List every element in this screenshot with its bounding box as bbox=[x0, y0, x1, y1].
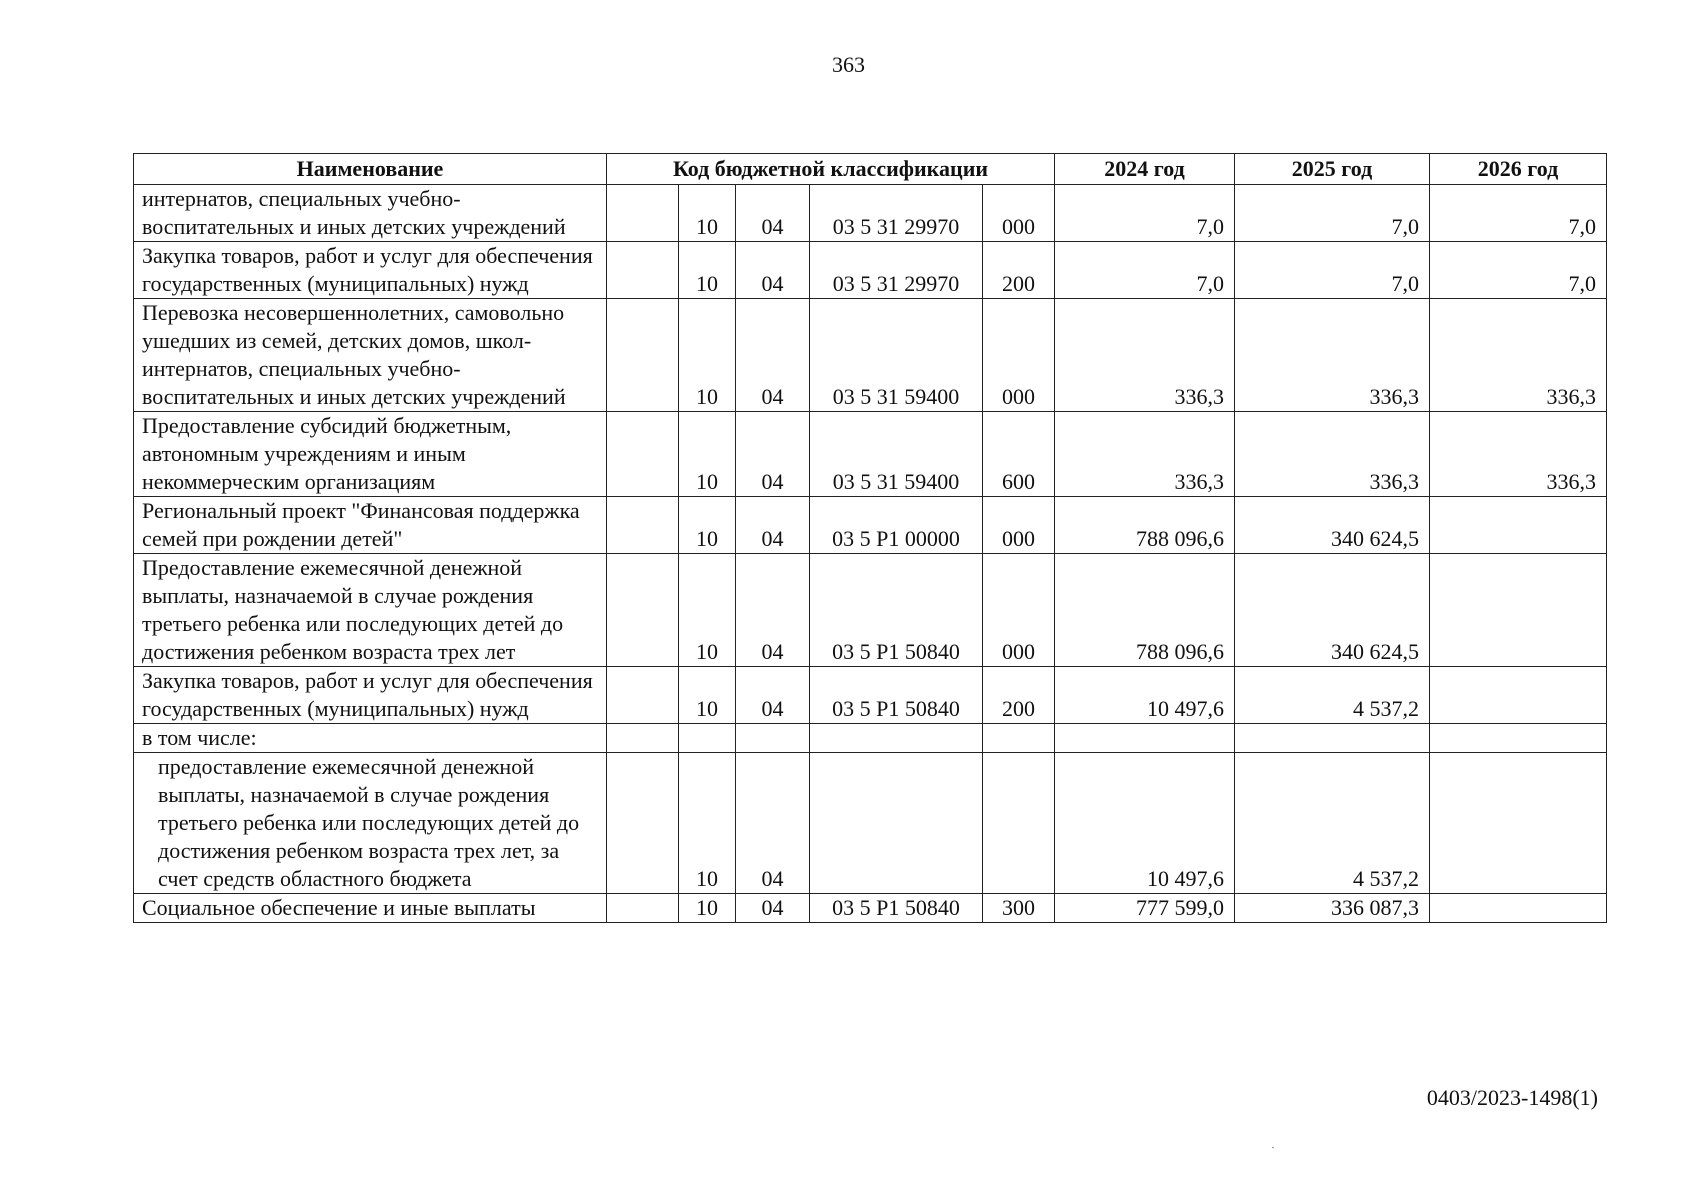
row-name: предоставление ежемесячной денежной выплаты, назначаемой в случае рождения третьего ребенка или последующих детей до достижения ребенком возраста трех лет, за счет средств областного бюджета bbox=[134, 753, 607, 894]
code-part-1 bbox=[607, 412, 679, 497]
header-2026: 2026 год bbox=[1430, 154, 1607, 185]
code-section: 10 bbox=[679, 185, 736, 242]
code-expense-type bbox=[983, 753, 1055, 894]
code-part-1 bbox=[607, 242, 679, 299]
code-part-1 bbox=[607, 724, 679, 753]
amount-2025: 336,3 bbox=[1235, 299, 1430, 412]
amount-2024: 777 599,0 bbox=[1055, 894, 1235, 923]
amount-2025: 336 087,3 bbox=[1235, 894, 1430, 923]
amount-2025: 7,0 bbox=[1235, 185, 1430, 242]
code-section: 10 bbox=[679, 554, 736, 667]
code-expense-type: 000 bbox=[983, 554, 1055, 667]
table-row bbox=[134, 412, 1607, 497]
code-expense-type: 200 bbox=[983, 242, 1055, 299]
code-subsection: 04 bbox=[736, 299, 810, 412]
amount-2025: 340 624,5 bbox=[1235, 497, 1430, 554]
code-subsection: 04 bbox=[736, 894, 810, 923]
scan-artifact bbox=[1272, 1147, 1274, 1148]
amount-2024: 336,3 bbox=[1055, 299, 1235, 412]
header-name: Наименование bbox=[134, 154, 607, 185]
code-target-article: 03 5 Р1 00000 bbox=[810, 497, 983, 554]
code-section: 10 bbox=[679, 753, 736, 894]
code-subsection: 04 bbox=[736, 497, 810, 554]
code-section: 10 bbox=[679, 299, 736, 412]
amount-2024: 10 497,6 bbox=[1055, 667, 1235, 724]
code-expense-type bbox=[983, 724, 1055, 753]
amount-2025: 340 624,5 bbox=[1235, 554, 1430, 667]
amount-2025: 336,3 bbox=[1235, 412, 1430, 497]
table-row bbox=[134, 554, 1607, 667]
code-section: 10 bbox=[679, 412, 736, 497]
code-expense-type: 600 bbox=[983, 412, 1055, 497]
row-name: Закупка товаров, работ и услуг для обеспечения государственных (муниципальных) нужд bbox=[134, 242, 607, 299]
amount-2025: 4 537,2 bbox=[1235, 753, 1430, 894]
amount-2024: 788 096,6 bbox=[1055, 497, 1235, 554]
code-section: 10 bbox=[679, 242, 736, 299]
code-target-article bbox=[810, 724, 983, 753]
code-target-article: 03 5 31 29970 bbox=[810, 185, 983, 242]
code-target-article: 03 5 31 59400 bbox=[810, 412, 983, 497]
table-header-row bbox=[134, 154, 1607, 185]
amount-2026 bbox=[1430, 724, 1607, 753]
code-target-article: 03 5 Р1 50840 bbox=[810, 667, 983, 724]
code-part-1 bbox=[607, 299, 679, 412]
table-row bbox=[134, 667, 1607, 724]
code-subsection: 04 bbox=[736, 667, 810, 724]
table-row bbox=[134, 894, 1607, 923]
row-name: Социальное обеспечение и иные выплаты bbox=[134, 894, 607, 923]
table-row bbox=[134, 497, 1607, 554]
row-name: в том числе: bbox=[134, 724, 607, 753]
code-part-1 bbox=[607, 497, 679, 554]
code-expense-type: 000 bbox=[983, 299, 1055, 412]
page-number: 363 bbox=[832, 52, 865, 77]
code-target-article bbox=[810, 753, 983, 894]
code-part-1 bbox=[607, 185, 679, 242]
row-name: Региональный проект "Финансовая поддержка семей при рождении детей" bbox=[134, 497, 607, 554]
table-row bbox=[134, 753, 1607, 894]
code-subsection: 04 bbox=[736, 412, 810, 497]
code-subsection: 04 bbox=[736, 554, 810, 667]
code-subsection: 04 bbox=[736, 753, 810, 894]
code-section: 10 bbox=[679, 894, 736, 923]
code-section bbox=[679, 724, 736, 753]
amount-2026 bbox=[1430, 667, 1607, 724]
code-expense-type: 000 bbox=[983, 185, 1055, 242]
amount-2026: 7,0 bbox=[1430, 242, 1607, 299]
row-name: Закупка товаров, работ и услуг для обеспечения государственных (муниципальных) нужд bbox=[134, 667, 607, 724]
row-name: Перевозка несовершеннолетних, самовольно ушедших из семей, детских домов, школ-интернатов, специальных учебно-воспитательных и иных детских учреждений bbox=[134, 299, 607, 412]
table-row bbox=[134, 242, 1607, 299]
code-expense-type: 300 bbox=[983, 894, 1055, 923]
header-2025: 2025 год bbox=[1235, 154, 1430, 185]
code-section: 10 bbox=[679, 497, 736, 554]
amount-2025: 4 537,2 bbox=[1235, 667, 1430, 724]
row-name: интернатов, специальных учебно-воспитательных и иных детских учреждений bbox=[134, 185, 607, 242]
table-row bbox=[134, 185, 1607, 242]
amount-2024: 10 497,6 bbox=[1055, 753, 1235, 894]
code-part-1 bbox=[607, 554, 679, 667]
amount-2024: 336,3 bbox=[1055, 412, 1235, 497]
document-number: 0403/2023-1498(1) bbox=[1426, 1085, 1598, 1110]
amount-2026 bbox=[1430, 753, 1607, 894]
budget-table bbox=[133, 153, 1607, 923]
code-expense-type: 200 bbox=[983, 667, 1055, 724]
code-subsection: 04 bbox=[736, 185, 810, 242]
header-code: Код бюджетной классификации bbox=[607, 154, 1055, 185]
table-row bbox=[134, 724, 1607, 753]
code-part-1 bbox=[607, 667, 679, 724]
code-part-1 bbox=[607, 894, 679, 923]
amount-2026: 336,3 bbox=[1430, 299, 1607, 412]
amount-2026: 7,0 bbox=[1430, 185, 1607, 242]
amount-2026: 336,3 bbox=[1430, 412, 1607, 497]
amount-2024: 7,0 bbox=[1055, 242, 1235, 299]
amount-2024: 7,0 bbox=[1055, 185, 1235, 242]
code-target-article: 03 5 Р1 50840 bbox=[810, 894, 983, 923]
row-name: Предоставление ежемесячной денежной выплаты, назначаемой в случае рождения третьего ребенка или последующих детей до достижения ребенком возраста трех лет bbox=[134, 554, 607, 667]
code-target-article: 03 5 Р1 50840 bbox=[810, 554, 983, 667]
amount-2026 bbox=[1430, 554, 1607, 667]
header-2024: 2024 год bbox=[1055, 154, 1235, 185]
amount-2026 bbox=[1430, 894, 1607, 923]
code-target-article: 03 5 31 29970 bbox=[810, 242, 983, 299]
amount-2025 bbox=[1235, 724, 1430, 753]
amount-2024 bbox=[1055, 724, 1235, 753]
code-section: 10 bbox=[679, 667, 736, 724]
amount-2025: 7,0 bbox=[1235, 242, 1430, 299]
row-name: Предоставление субсидий бюджетным, автономным учреждениям и иным некоммерческим организациям bbox=[134, 412, 607, 497]
code-part-1 bbox=[607, 753, 679, 894]
amount-2026 bbox=[1430, 497, 1607, 554]
code-subsection bbox=[736, 724, 810, 753]
code-target-article: 03 5 31 59400 bbox=[810, 299, 983, 412]
code-expense-type: 000 bbox=[983, 497, 1055, 554]
code-subsection: 04 bbox=[736, 242, 810, 299]
amount-2024: 788 096,6 bbox=[1055, 554, 1235, 667]
table-row bbox=[134, 299, 1607, 412]
